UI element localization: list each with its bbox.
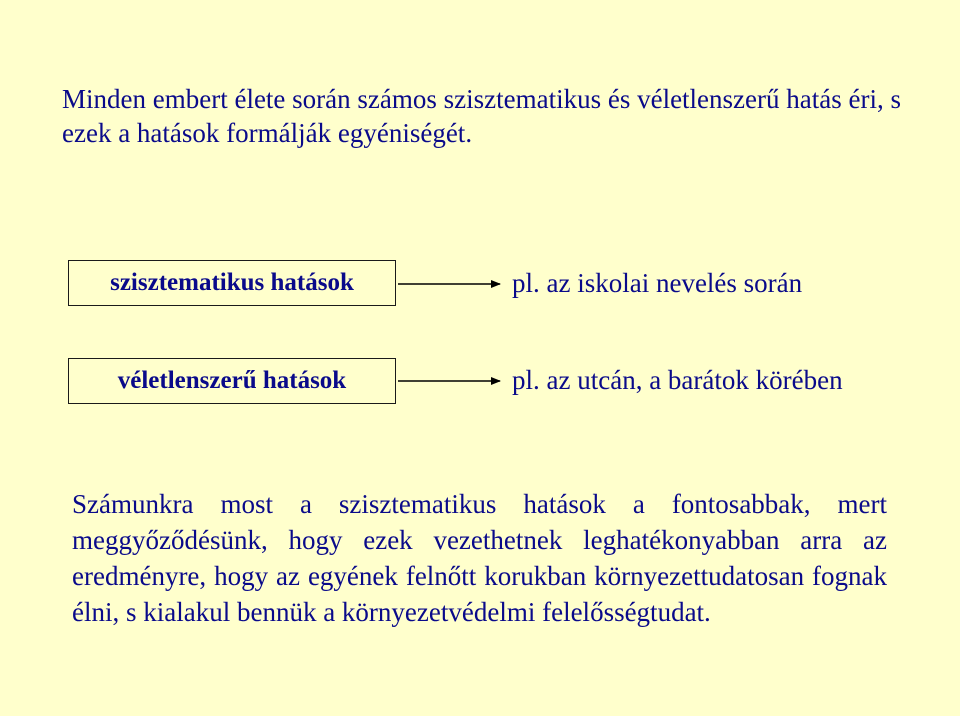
random-effects-box: véletlenszerű hatások (68, 358, 396, 404)
conclusion-paragraph: Számunkra most a szisztematikus hatások a fontosabbak, mert meggyőződésünk, hogy ezek vezethetnek leghatékonyabban arra az eredményre, hogy az egyének felnőtt korukban környezettudatosan fognak élni, s kialakul bennük a környezetvédelmi felelősségtudat. (72, 489, 887, 627)
intro-paragraph: Minden embert élete során számos szisztematikus és véletlenszerű hatás éri, s ezek a hatások formálják egyéniségét. (62, 84, 901, 148)
systematic-effects-box: szisztematikus hatások (68, 260, 396, 306)
random-example-text: pl. az utcán, a barátok körében (512, 365, 843, 395)
systematic-example-text: pl. az iskolai nevelés során (512, 268, 803, 298)
